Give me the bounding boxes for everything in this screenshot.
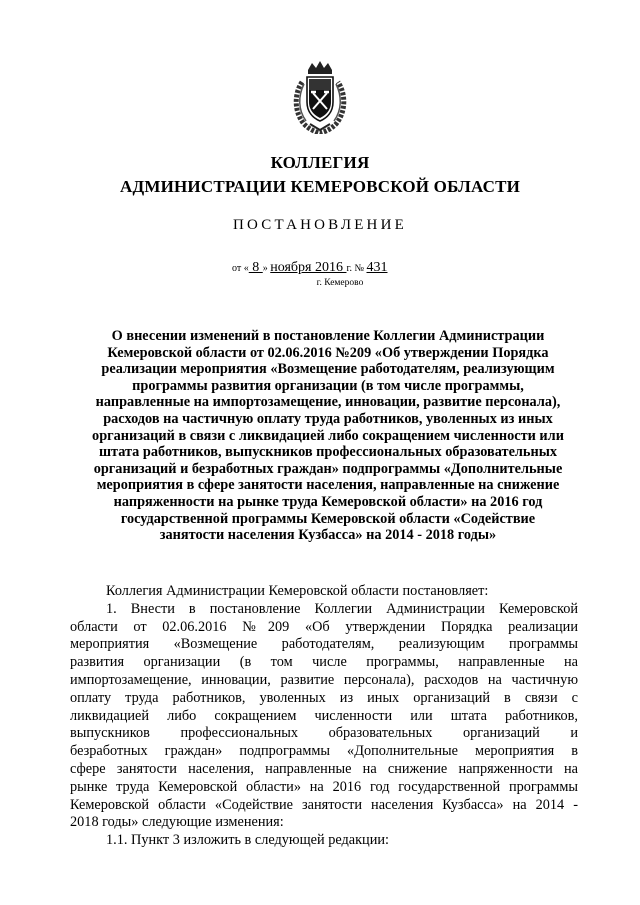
date-prefix: от « (232, 263, 249, 274)
body-line: Кемеровской области «Содействие занятости населения Кузбасса» на 2014 - (70, 796, 578, 813)
date-month-year: ноября 2016 (270, 260, 347, 275)
title-line: расходов на частичную оплату труда работников, уволенных из иных (103, 410, 553, 427)
body-line: области от 02.06.2016 №209 «Об утверждении Порядка реализации (70, 618, 578, 635)
body-line-clause: 1.1. Пункт 3 изложить в следующей редакции: (106, 832, 389, 849)
document-number: 431 (366, 260, 388, 275)
body-line-resolves: Коллегия Администрации Кемеровской области постановляет: (106, 583, 489, 599)
title-line: занятости населения Кузбасса» на 2014 - 2018 годы» (159, 527, 497, 544)
title-line: Кемеровской области от 02.06.2016 №209 «Об утверждении Порядка (107, 344, 549, 361)
body-line: рынке труда Кемеровской области» на 2016 год государственной программы (70, 778, 578, 795)
org-name-line2: АДМИНИСТРАЦИИ КЕМЕРОВСКОЙ ОБЛАСТИ (119, 177, 521, 196)
title-line: организаций и безработных граждан» подпрограммы «Дополнительные (93, 460, 563, 477)
title-line: организаций в связи с ликвидацией либо сокращением численности или (92, 427, 564, 444)
body-line: 2018 годы» следующие изменения: (70, 814, 284, 831)
body-line: сфере занятости населения, направленные на снижение напряженности на (70, 760, 578, 777)
kemerovo-coat-of-arms-icon (290, 60, 350, 134)
title-line: реализации мероприятия «Возмещение работодателям, реализующим (101, 361, 555, 378)
city-name: г. Кемерово (316, 278, 364, 288)
body-line: выпускников профессиональных образовательных организаций и (70, 725, 578, 742)
title-line: государственной программы Кемеровской области «Содействие (120, 510, 536, 527)
year-number-label: г. № (346, 263, 367, 274)
body-line: мероприятия «Возмещение работодателям, реализующим программы (70, 636, 578, 653)
org-name-line1: КОЛЛЕГИЯ (270, 153, 370, 172)
body-line: импортозамещение, инновации, развитие персонала), расходов на частичную (70, 671, 578, 688)
title-line: напряженности на рынке труда Кемеровской области» на 2016 год (113, 493, 543, 510)
date-mid: » (262, 263, 271, 274)
date-number-line (232, 260, 388, 276)
body-line: развития организации (в том числе программы, направленные на (70, 654, 578, 671)
document-body (70, 583, 578, 850)
body-line: безработных граждан» подпрограммы «Дополнительные мероприятия в (70, 743, 578, 760)
document-title (68, 328, 588, 544)
body-line: оплату труда работников, уволенных из иных организаций в связи с (70, 689, 578, 706)
document-type: ПОСТАНОВЛЕНИЕ (233, 217, 407, 233)
body-line: 1. Внести в постановление Коллегии Администрации Кемеровской (106, 600, 578, 617)
date-day: 8 (248, 260, 263, 275)
title-line: штата работников, выпускников профессиональных образовательных (98, 444, 558, 461)
title-line: направленные на импортозамещение, инновации, развитие персонала), (95, 394, 561, 411)
title-line: мероприятия в сфере занятости населения, направленные на снижение (96, 477, 560, 494)
body-line: ликвидацией либо сокращением численности или штата работников, (70, 707, 578, 724)
title-line: программы развития организации (в том числе программы, (132, 377, 524, 394)
title-line: О внесении изменений в постановление Коллегии Администрации (111, 328, 545, 344)
